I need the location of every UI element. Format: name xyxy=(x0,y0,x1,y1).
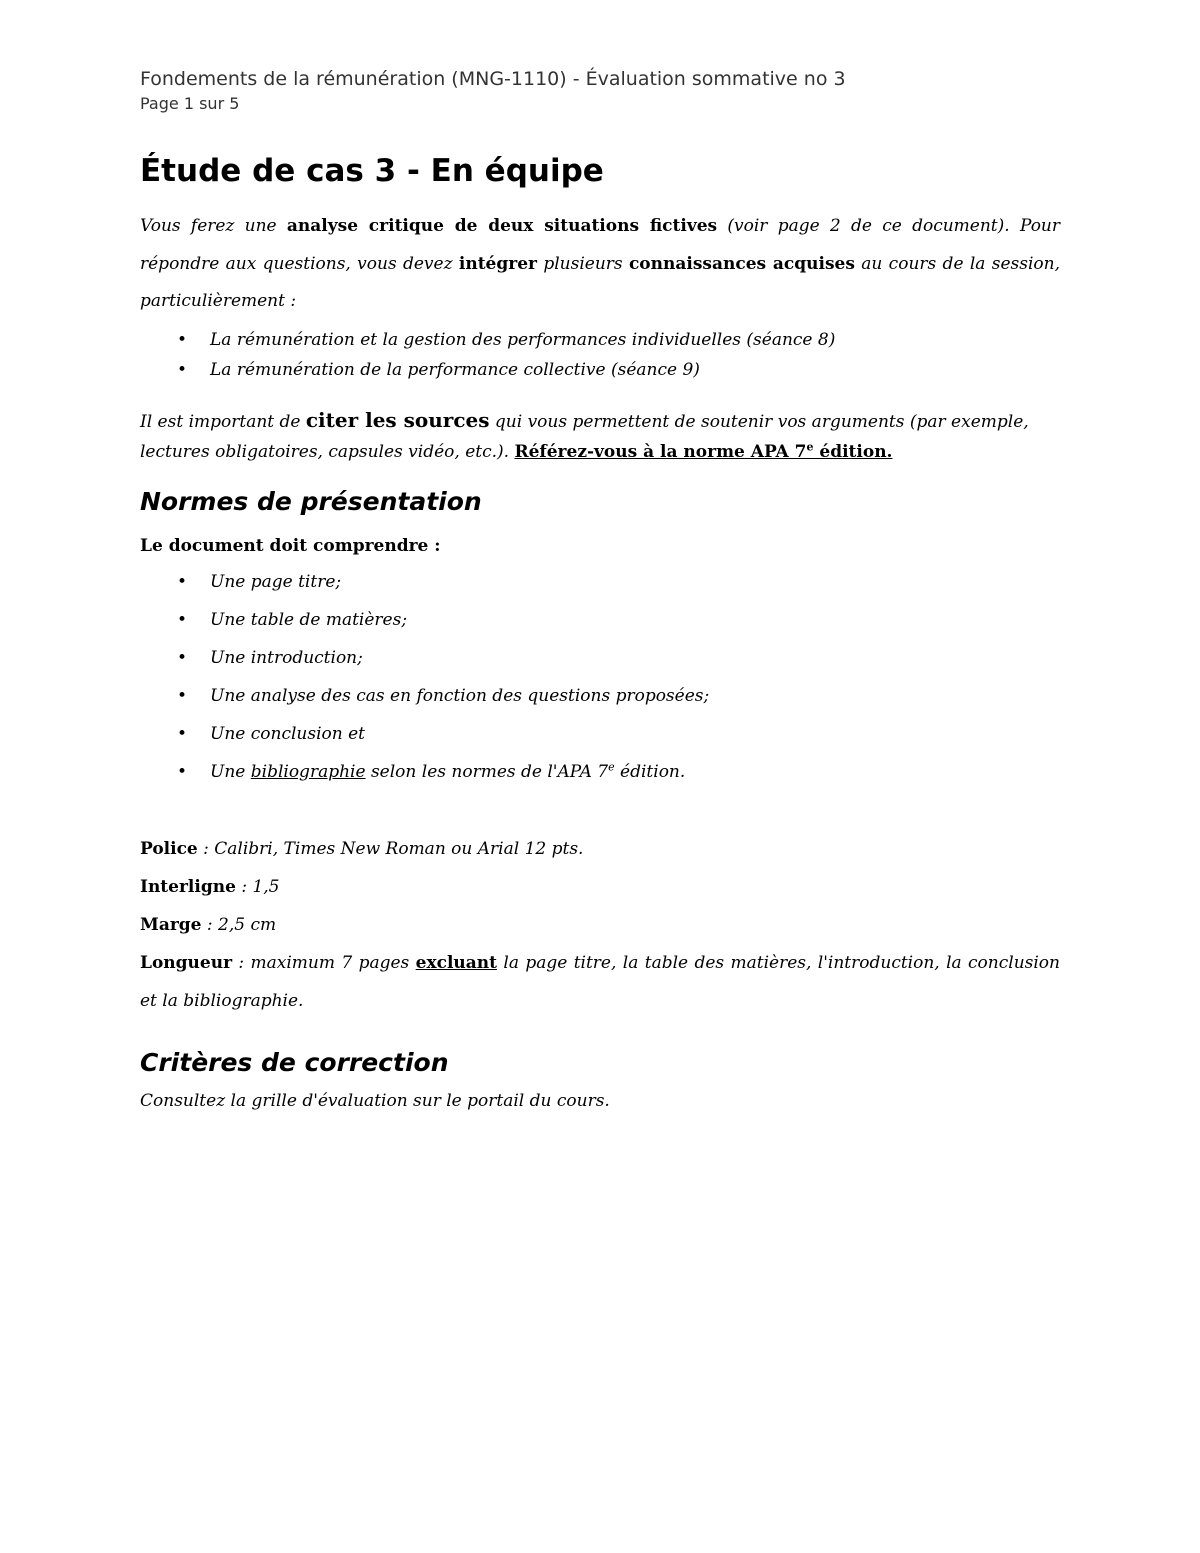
spec-label: Longueur xyxy=(140,952,233,973)
bullet-icon: • xyxy=(177,647,188,668)
intro-text-4: au cours de la session, particulièrement : xyxy=(140,253,1060,311)
bullet-icon: • xyxy=(177,329,188,350)
spec-value: : maximum 7 pages xyxy=(232,952,416,973)
apa-reference-text: Référez-vous à la norme APA 7 xyxy=(514,441,807,462)
specs-block xyxy=(140,830,1060,1020)
spec-value: : 2,5 cm xyxy=(201,914,277,935)
section-heading-normes: Normes de présentation xyxy=(140,486,482,516)
document-page xyxy=(140,66,1060,1116)
list-item-text-2: selon les normes de l'APA 7 xyxy=(365,761,609,782)
intro-paragraph xyxy=(140,208,1060,321)
intro-text-2: (voir page 2 de ce document). Pour répondre aux questions, vous devez xyxy=(140,216,1061,274)
sources-emphasis: citer les sources xyxy=(305,407,490,432)
spec-longueur xyxy=(140,944,1060,1020)
sources-text-2: qui vous permettent de soutenir vos arguments (par exemple, lectures obligatoires, capsules vidéo, etc.). xyxy=(140,411,1029,462)
list-item xyxy=(140,639,1060,677)
section-heading-criteres: Critères de correction xyxy=(140,1047,449,1077)
list-item-text: La rémunération et la gestion des performances individuelles (séance 8) xyxy=(210,329,836,350)
sources-text-1: Il est important de xyxy=(140,411,306,432)
bibliographie-underlined: bibliographie xyxy=(250,761,366,782)
spec-label: Marge xyxy=(140,914,202,935)
list-item xyxy=(140,563,1060,601)
spec-police xyxy=(140,830,1060,868)
bullet-icon: • xyxy=(177,761,188,782)
criteres-text: Consultez la grille d'évaluation sur le portail du cours. xyxy=(140,1090,610,1111)
spec-interligne xyxy=(140,868,1060,906)
intro-bold-1: analyse critique de deux situations fictives xyxy=(286,216,718,236)
intro-bold-3: connaissances acquises xyxy=(628,253,855,274)
bullet-icon: • xyxy=(177,571,188,592)
apa-reference-sup: e xyxy=(806,439,814,453)
list-item-sup: e xyxy=(608,759,615,773)
spec-label: Interligne xyxy=(140,876,236,897)
spec-label: Police xyxy=(140,838,198,859)
list-item-text: La rémunération de la performance collective (séance 9) xyxy=(210,359,700,380)
sources-paragraph xyxy=(140,405,1060,467)
bullet-icon: • xyxy=(177,685,188,706)
list-item xyxy=(140,325,1060,355)
intro-bold-2: intégrer xyxy=(458,253,537,274)
list-item-text-3: édition. xyxy=(614,761,686,782)
apa-reference xyxy=(514,439,893,462)
list-item-text: Une analyse des cas en fonction des questions proposées; xyxy=(210,685,710,706)
bullet-icon: • xyxy=(177,609,188,630)
page-number: Page 1 sur 5 xyxy=(140,94,240,113)
intro-text-1: Vous ferez une xyxy=(140,216,287,236)
list-item-text: Une xyxy=(210,761,251,782)
spec-value: : Calibri, Times New Roman ou Arial 12 pts. xyxy=(197,838,584,859)
bullet-icon: • xyxy=(177,723,188,744)
topics-list xyxy=(140,325,1060,385)
list-item xyxy=(140,355,1060,385)
list-item xyxy=(140,753,1060,791)
spec-emphasis: excluant xyxy=(415,952,498,973)
requirements-list xyxy=(140,563,1060,791)
header-title: Fondements de la rémunération (MNG-1110) - Évaluation sommative no 3 xyxy=(140,68,846,90)
main-title: Étude de cas 3 - En équipe xyxy=(140,153,604,189)
normes-lead: Le document doit comprendre : xyxy=(140,535,441,556)
list-item-text: Une table de matières; xyxy=(210,609,408,630)
list-item xyxy=(140,715,1060,753)
spec-marge xyxy=(140,906,1060,944)
list-item-text: Une page titre; xyxy=(210,571,342,592)
list-item xyxy=(140,677,1060,715)
list-item xyxy=(140,601,1060,639)
list-item-text: Une conclusion et xyxy=(210,723,365,744)
apa-reference-text-end: édition. xyxy=(813,441,893,462)
spec-value: : 1,5 xyxy=(235,876,280,897)
intro-text-3: plusieurs xyxy=(537,253,629,274)
list-item-text: Une introduction; xyxy=(210,647,363,668)
spec-value-2: la page titre, la table des matières, l'introduction, la conclusion et la bibliographie. xyxy=(140,952,1060,1011)
bullet-icon: • xyxy=(177,359,188,380)
